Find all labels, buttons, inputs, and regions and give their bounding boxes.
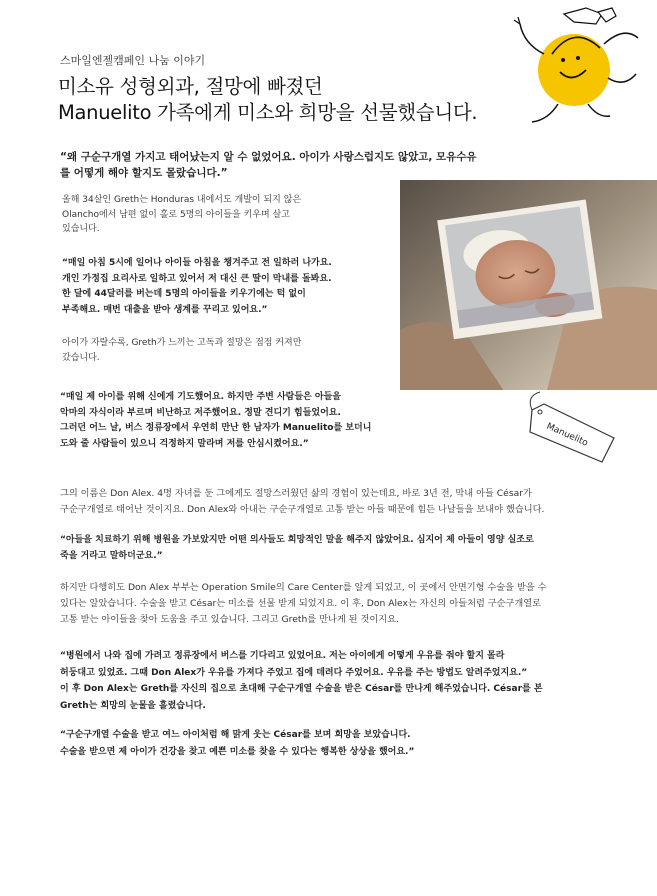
title-line-1: 미소유 성형외과, 절망에 빠졌던 xyxy=(58,75,323,98)
name-tag-icon xyxy=(510,388,620,468)
text-line: 개인 가정집 요리사로 일하고 있어서 저 대신 큰 딸이 막내를 돌봐요. xyxy=(62,273,332,284)
care-center-paragraph xyxy=(60,580,645,628)
greth-quote xyxy=(62,256,407,318)
text-line: “구순구개열 수술을 받고 여느 아이처럼 해 맑게 웃는 César를 보며 희망을 보았습니다. xyxy=(60,730,411,740)
text-line: “매일 아침 5시에 일어나 아이들 아침을 챙겨주고 전 일하러 나가요. xyxy=(62,258,332,268)
text-line: Greth는 희망의 눈물을 흘렸습니다. xyxy=(60,700,206,711)
text-line: 한 달에 44달러를 버는데 5명의 아이들을 키우기에는 턱 없이 xyxy=(62,289,306,299)
title-line-2: Manuelito 가족에게 미소와 희망을 선물했습니다. xyxy=(58,101,478,124)
page-title xyxy=(58,74,477,126)
text-line: 악마의 자식이라 부르며 비난하고 저주했어요. 정말 견디기 힘들었어요. xyxy=(60,407,341,418)
text-line: 올해 34살인 Greth는 Honduras 내에서도 개발이 되지 않은 xyxy=(62,195,302,205)
text-line: 죽을 거라고 말하더군요.” xyxy=(60,551,163,561)
don-alex-quote xyxy=(60,532,645,564)
text-line: 있습니다. xyxy=(62,224,100,234)
text-line: 이 후 Don Alex는 Greth를 자신의 집으로 초대해 구순구개열 수술을 받은 César를 만나게 해주었습니다. César를 본 xyxy=(60,684,543,694)
text-line: 아이가 자랄수록, Greth가 느끼는 고독과 절망은 점점 커져만 xyxy=(62,338,302,348)
despair-paragraph xyxy=(62,336,392,365)
text-line: 그러던 어느 날, 버스 정류장에서 우연히 만난 한 남자가 Manuelito를 보더니 xyxy=(60,423,372,433)
bus-stop-quote xyxy=(60,648,645,714)
text-line: 고통 받는 아이들을 찾아 도움을 주고 있습니다. 그리고 Greth를 만나게 된 것이지요. xyxy=(60,614,399,625)
prayer-quote xyxy=(60,390,480,452)
text-line: 부족해요. 매번 대출을 받아 생계를 꾸리고 있어요.” xyxy=(62,304,268,315)
intro-paragraph xyxy=(62,193,392,237)
name-tag-label: Manuelito xyxy=(544,421,590,449)
text-line: 하지만 다행히도 Don Alex 부부는 Operation Smile의 Care Center를 알게 되었고, 이 곳에서 안면기형 수술을 받을 수 xyxy=(60,582,547,593)
text-line: “매일 제 아이를 위해 신에게 기도했어요. 하지만 주변 사람들은 아들을 xyxy=(60,392,341,402)
text-line: 그의 이름은 Don Alex. 4명 자녀를 둔 그에게도 절망스러웠던 삶의 경험이 있는데요, 바로 3년 전, 막내 아들 César가 xyxy=(60,488,532,499)
don-alex-paragraph xyxy=(60,486,645,518)
text-line: 구순구개열로 태어난 것이지요. Don Alex와 아내는 구순구개열로 고통 받는 아들 때문에 힘든 나날들을 보내야 했습니다. xyxy=(60,504,545,515)
hope-quote xyxy=(60,727,645,760)
text-line: “병원에서 나와 집에 가려고 정류장에서 버스를 기다리고 있었어요. 저는 아이에게 어떻게 우유를 줘야 할지 몰라 xyxy=(60,651,505,661)
text-line: 허둥대고 있었죠. 그때 Don Alex가 우유를 가져다 주었고 집에 데려다 주었어요. 우유를 주는 방법도 알려주었지요.” xyxy=(60,667,528,678)
smile-mascot-icon xyxy=(508,4,648,134)
campaign-subtitle: 스마일엔젤캠페인 나눔 이야기 xyxy=(60,54,206,67)
text-line: “아들을 치료하기 위해 병원을 가보았지만 어떤 의사들도 희망적인 말을 해주지 않았어요. 심지어 제 아들이 영양 실조로 xyxy=(60,535,534,545)
text-line: 있다는 알았습니다. 수술을 받고 César는 미소를 선물 받게 되었지요. 이 후, Don Alex는 자신의 아들처럼 구순구개열로 xyxy=(60,598,541,609)
text-line: 갔습니다. xyxy=(62,352,100,363)
text-line: Olancho에서 남편 없이 홀로 5명의 아이들을 키우며 살고 xyxy=(62,209,290,220)
text-line: 수술을 받으면 제 아이가 건강을 찾고 예쁜 미소를 찾을 수 있다는 행복한 상상을 했어요.” xyxy=(60,746,415,757)
text-line: 도와 줄 사람들이 있으니 걱정하지 말라며 저를 안심시켰어요.” xyxy=(60,438,309,449)
photo-of-baby xyxy=(400,180,657,390)
opening-quote: “왜 구순구개열 가지고 태어났는지 알 수 없었어요. 아이가 사랑스럽지도 않았고, 모유수유를 어떻게 해야 할지도 몰랐습니다.” xyxy=(60,151,477,179)
